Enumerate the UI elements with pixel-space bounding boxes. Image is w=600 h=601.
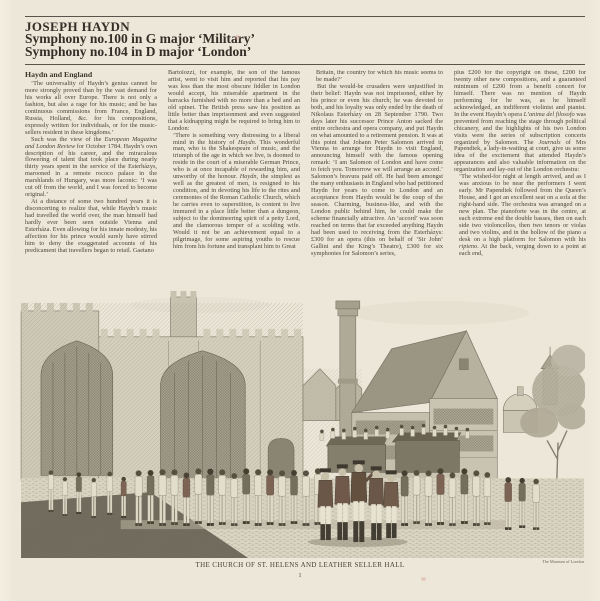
illustration-caption: THE CHURCH OF ST. HELENS AND LEATHER SELLER HALL [195, 561, 405, 569]
mid-rule [25, 64, 585, 65]
foreground-figures [308, 460, 408, 547]
illustration-credit: The Museum of London [542, 559, 584, 564]
wagon [392, 432, 462, 472]
article-quote: ‘The wished-for night at length arrived, and as I was anxious to be near the performers I went early. Mr Papendiek followed from the Queen’s House, and I got an excellent seat on a sofa at the right-hand side. The orchestra was arranged on a new plan. The pianoforte was in the centre, at each extreme end the double basses, then on each side two violoncellos, then two tenors or violas and two violins, and in the hollow of the piano a desk on a high platform for Salomon with his ripieno. At the back, verging down to a point at each end, [459, 173, 586, 257]
sky-wash [350, 301, 529, 325]
article-paragraph: But the would-be crusaders were unjustified in their belief: Haydn was not imprisoned, either by his prince or even his church; he was devoted to both, and his loyalty was only ended by the death of Nikolaus Esterházy on 28 September 1790. Two days later his successor Prince Anton sacked the entire orchestra and opera company, and put Haydn on what amounted to a retirement pension. It was at this point that Johann Peter Salomon arrived in Vienna to arrange for Haydn to visit England, announcing himself with the famous opening remark: ‘I am Salomon of London and have come to fetch you. Tomorrow we will arrange an accord.’ Salomon’s bravura paid off. He had been amongst the many enthusiasts in England who had petitioned Haydn for years to come to London and an acceptance from Haydn would be the coup of the season. Charming, business-like, and with the London public behind him, he could make the scheme financially attractive. An ‘accord’ was soon reached on terms that far exceeded anything Haydn had been used to receiving from the Esterházys: £300 for an opera (this on behalf of ‘Sir John’ Gallini and the King’s Theatre), £300 for six symphonies for Salomon’s series, [311, 82, 443, 257]
article-paragraph: ‘The universality of Haydn’s genius cannot be more strongly proved than by the vast demand for his works all over Europe. There is not only a fashion, but also a rage for his music; and he has continuous commissions from France, England, Russia, Holland, &c. for his compositions, expressly written for individuals, or for the music-sellers resident in these kingdoms.’ [25, 80, 157, 136]
article-quote: Britain, the country for which his music seems to be made?’ [316, 70, 443, 83]
scan-smudge [235, 35, 240, 40]
scan-smudge [421, 577, 426, 581]
liner-notes [25, 70, 586, 293]
article-quote: ‘There is something very distressing to a liberal mind in the history of Haydn. This wonderful man, who is the Shakespeare of music, and the triumph of the age in which we live, is doomed to reside in the court of a miserable German Prince, who is at once incapable of rewarding him, and unworthy of the honour. Haydn, the simplest as well as the greatest of men, is resigned to his condition, and in devoting his life to the rites and ceremonies of the Roman Catholic Church, which he carries even to superstition, is content to live immured in a place little better than a dungeon, subject to the domineering spirit of a petty Lord, and the clamorous temper of a scolding wife. Would it not be an achievement equal to a pilgrimage, for some aspiring youths to rescue him from his fortune and transplant him to Great [173, 131, 300, 250]
article-paragraph: Such was the view of the European Magazine and London Review for October 1784. Haydn’s own description of his career, and the miraculous flowering of talent that took place during nearly thirty years spent in the service of the Esterházys, marooned in a remote rococo palace in the marshlands of Hungary, was more laconic: ‘I was cut off from the world, and I was forced to become original.’ [25, 135, 157, 199]
column-2 [168, 70, 300, 293]
column-3 [311, 70, 443, 293]
article-paragraph: Bartolozzi, for example, the son of the famous artist, went to visit him and reported that his pay was less than the most obscure fiddler in London would accept, his miserable apartment in the barracks furnished with no more than a bed and an old spinet. The British press saw his position as little better than imprisonment and even suggested that a kidnapping might be required to bring him to London: [168, 70, 300, 132]
gothic-window [161, 351, 246, 481]
article-paragraph: plus £200 for the copyright on these, £200 for twenty other new compositions, and a guaranteed minimum of £200 from a benefit concert for himself. There was no mention of Haydn performing for he was, as he himself acknowledged, an indifferent violinist and pianist. In the event Haydn’s opera L’anima del filosofo was prevented from reaching the stage through political chicanery, and the highlights of his two London visits were the series of subscription concerts organized by Salomon. The Journals of Mrs Papendiek, a lady-in-waiting at court, give us some idea of the excitement that attended Haydn’s appearances and also valuable information on the organization and lay-out of the London orchestra: [454, 70, 586, 174]
work-title-1: Symphony no.100 in G major ‘Military’ [25, 31, 256, 46]
column-1 [25, 70, 157, 293]
column-4 [454, 70, 586, 293]
gothic-window [41, 341, 113, 475]
top-rule [25, 16, 585, 17]
work-title-2: Symphony no.104 in D major ‘London’ [25, 43, 252, 59]
article-paragraph: At a distance of some two hundred years it is disconcerting to realize that, while Haydn’s music had travelled the world over, the man himself had hardly ever been seen outside Vienna and Esterháza. Even allowing for his innate modesty, his affection for his prince would surely have stirred him to deny the exaggerated accounts of his predicament that travellers began to retail. Gaetano [25, 198, 157, 254]
page-number: 1 [298, 572, 302, 579]
composer-title: JOSEPH HAYDN [25, 19, 131, 34]
engraving-illustration [20, 291, 585, 558]
section-heading: Haydn and England [25, 70, 93, 79]
church-st-helens [21, 291, 303, 482]
masthead [25, 20, 255, 59]
